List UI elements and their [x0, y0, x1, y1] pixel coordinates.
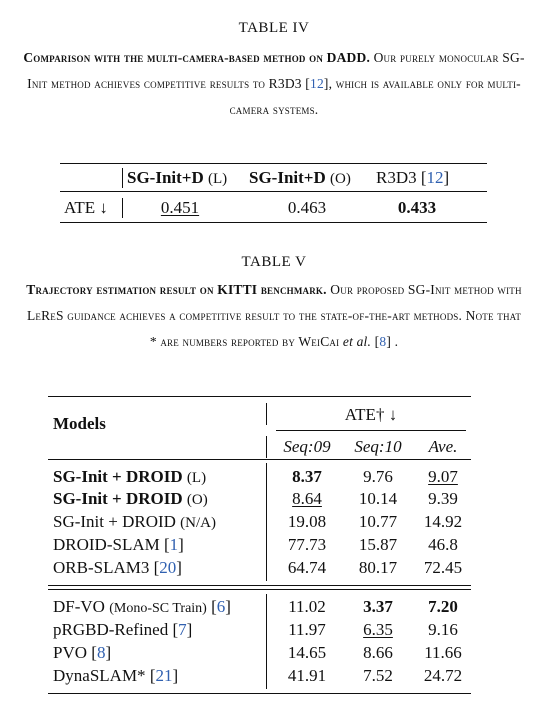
table5-row-cite[interactable]: 6 [216, 597, 226, 616]
table5-row-model: ORB-SLAM3 [53, 558, 150, 577]
table4-header-col2-suffix: (O) [330, 171, 351, 187]
table4-caption-body-1: Our purely monocular SG-Init method achieves competitive results to R3D3 [ [27, 50, 525, 91]
table4-header-col3 [376, 168, 449, 188]
table5-row-suffix: (Mono-SC Train) [109, 601, 207, 616]
table5-subheader-seq09 [272, 437, 342, 457]
table4-header-col3-cite[interactable]: 12 [426, 168, 444, 187]
table5-cell: 11.97 [288, 620, 326, 639]
table5-row-label: pRGBD-Refined [7] [53, 620, 193, 639]
table5-group-rule-b [48, 589, 471, 590]
table4-top-rule [60, 163, 487, 164]
table5-row-label [53, 467, 206, 488]
table5-row-suffix: (O) [186, 492, 208, 508]
table5-row-label: PVO [8] [53, 643, 112, 662]
table5-cell: 9.16 [428, 620, 458, 639]
table5-cell: 6.35 [363, 620, 393, 639]
table5-vline-body-2 [266, 594, 267, 689]
table5-cell: 24.72 [423, 666, 463, 685]
table5-subheader-ave-text: Ave. [428, 437, 458, 456]
table5-row-cite[interactable]: 7 [178, 620, 187, 639]
table4-caption-body-2: ], which is available only for multi-camera systems. [229, 76, 521, 117]
table4-value-sg-init-l: 0.451 [160, 198, 200, 217]
table5-cell: 46.8 [428, 535, 458, 554]
table5-caption-lead: Trajectory estimation result on KITTI benchmark. [26, 282, 327, 297]
table5-cell: 14.65 [287, 643, 327, 662]
table5-cell: 19.08 [287, 512, 327, 531]
table5-row-model: pRGBD-Refined [53, 620, 169, 639]
table5-caption-etal: et al. [342, 334, 372, 349]
table5-cell: 3.37 [363, 597, 393, 616]
table5-row-label: DynaSLAM* [21] [53, 666, 179, 685]
table5-vline-body-1 [266, 463, 267, 581]
table5-caption-body-1: Our proposed SG-Init method with LeReS guidance achieves a competitive result to the state-of-the-art methods. Note that * are numbers reported by WeiCai [26, 282, 522, 349]
table4-header-col1 [127, 168, 227, 189]
table4-vline-bottom [122, 198, 123, 218]
table4-header-col2 [249, 168, 351, 189]
table5-cell: 7.20 [428, 597, 458, 616]
table5-bottom-rule [48, 693, 471, 694]
table5-cell: 10.14 [358, 489, 398, 508]
table5-cell: 7.52 [363, 666, 393, 685]
table5-cell: 8.64 [292, 489, 322, 508]
table5-cell: 9.39 [428, 489, 458, 508]
table5-row-model: SG-Init + DROID [53, 512, 176, 531]
table5-row-label: DROID-SLAM [1] [53, 535, 184, 554]
table5-vline-header-1 [266, 403, 267, 425]
table5-group-rule-a [48, 585, 471, 586]
table5-row-label: DF-VO (Mono-SC Train) [6] [53, 597, 231, 616]
table5-row-suffix: (L) [186, 470, 207, 486]
table5-cell: 9.76 [363, 467, 393, 486]
table5-row-cite[interactable]: 21 [155, 666, 173, 685]
table5-cell: 9.07 [428, 467, 458, 486]
table5-cell: 10.77 [358, 512, 398, 531]
table5-subheader-seq10-text: Seq:10 [354, 437, 402, 456]
table5-top-rule [48, 396, 471, 397]
table5-cell: 11.66 [424, 643, 462, 662]
table5-cell: 14.92 [423, 512, 463, 531]
table5-cell: 80.17 [358, 558, 398, 577]
table5-subheader-seq10 [343, 437, 413, 457]
table5-cell: 77.73 [287, 535, 327, 554]
table5-cell: 11.02 [288, 597, 326, 616]
table5-row-model: SG-Init + DROID [53, 467, 183, 486]
table4-row-label: ATE ↓ [64, 198, 108, 217]
table4-vline-top [122, 168, 123, 188]
table5-cell: 8.66 [363, 643, 393, 662]
table4-bottom-rule [60, 222, 487, 223]
table4-mid-rule [60, 191, 487, 192]
table5-row-cite[interactable]: 8 [96, 643, 106, 662]
table4-value-r3d3: 0.433 [397, 198, 437, 217]
table4-header-col1-main: SG-Init+D [127, 168, 204, 187]
table5-row-model: DynaSLAM* [53, 666, 146, 685]
table5-header-rule [48, 459, 471, 460]
table5-vline-header-2 [266, 436, 267, 458]
table5-subheader-seq09-text: Seq:09 [283, 437, 331, 456]
table5-row-model: DF-VO [53, 597, 105, 616]
table5-number: TABLE V [241, 254, 307, 270]
table5-ate-rule [276, 430, 466, 431]
table4-caption-lead: Comparison with the multi-camera-based method on DADD. [23, 50, 371, 65]
table4-header-col1-suffix: (L) [208, 171, 228, 187]
table5-subheader-ave [408, 437, 478, 457]
table4-value-sg-init-o: 0.463 [287, 198, 327, 217]
table5-row-cite[interactable]: 20 [159, 558, 177, 577]
table4-number: TABLE IV [238, 20, 310, 36]
table5-caption-end: . [391, 334, 399, 349]
table5-cell: 15.87 [358, 535, 398, 554]
table5-row-model: SG-Init + DROID [53, 489, 183, 508]
table5-header-ate: ATE† ↓ [344, 405, 398, 424]
table5-row-model: DROID-SLAM [53, 535, 160, 554]
table5-row-suffix: (N/A) [180, 515, 216, 531]
table5-row-label [53, 489, 208, 510]
table5-cell: 8.37 [292, 467, 322, 486]
table5-header-models: Models [53, 414, 106, 433]
table5-cell: 64.74 [287, 558, 327, 577]
table5-row-label [53, 512, 216, 533]
table4-caption [0, 45, 548, 123]
table4-caption-cite[interactable]: 12 [310, 76, 324, 91]
table5-cell: 41.91 [287, 666, 327, 685]
table4-header-col3-main: R3D3 [ [376, 168, 427, 187]
table5-cell: 72.45 [423, 558, 463, 577]
table4-header-col2-main: SG-Init+D [249, 168, 326, 187]
table5-row-cite[interactable]: 1 [169, 535, 179, 554]
table5-caption-cite[interactable]: 8 [379, 334, 387, 349]
table4-header-col3-close: ] [443, 168, 450, 187]
table5-row-label: ORB-SLAM3 [20] [53, 558, 182, 577]
table5-caption: Trajectory estimation result on KITTI benchmark. Our proposed SG-Init method with LeReS guidance achieves a competitive result to the state-of-the-art methods. Note that * are numbers reported by WeiCai et al. [8] . [26, 282, 522, 349]
table5-row-model: PVO [53, 643, 88, 662]
